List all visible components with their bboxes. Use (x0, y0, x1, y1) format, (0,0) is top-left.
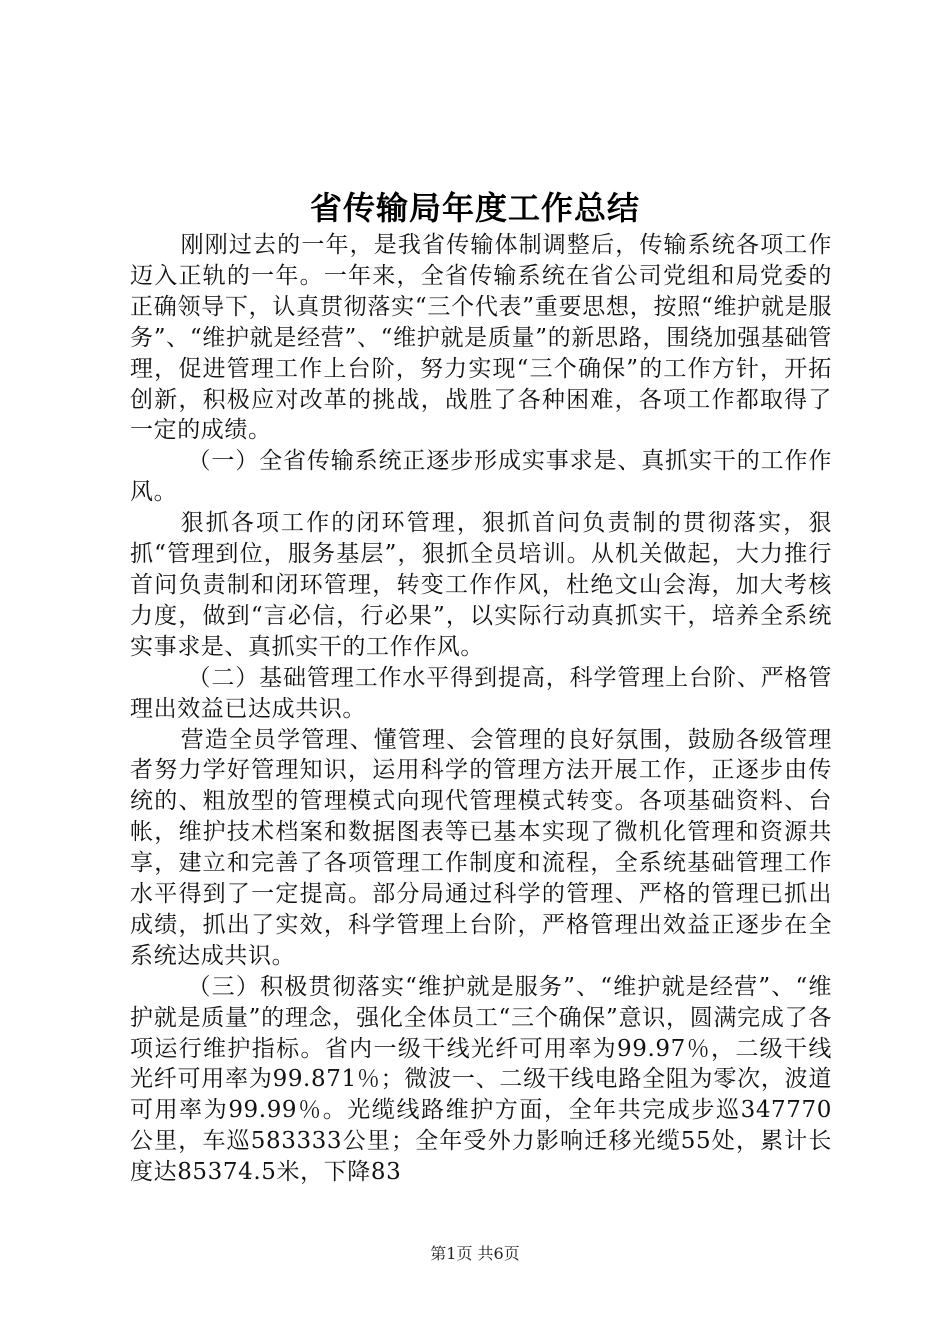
section-heading-2: （二）基础管理工作水平得到提高，科学管理上台阶、严格管理出效益已达成共识。 (130, 664, 832, 722)
section-heading-3: （三）积极贯彻落实“维护就是服务”、“维护就是经营”、“维护就是质量”的理念，强化全体员工“三个确保”意识，圆满完成了各项运行维护指标。省内一级干线光纤可用率为99.97％，二级干线光纤可用率为99.871％；微波一、二级干线电路全阻为零次，波道可用率为99.99％。光缆线路维护方面，全年共完成步巡347770公里，车巡583333公里；全年受外力影响迁移光缆55处，累计长度达85374.5米，下降83 (130, 973, 832, 1186)
paragraph-section-2: 营造全员学管理、懂管理、会管理的良好氛围，鼓励各级管理者努力学好管理知识，运用科学的管理方法开展工作，正逐步由传统的、粗放型的管理模式向现代管理模式转变。各项基础资料、台帐，维护技术档案和数据图表等已基本实现了微机化管理和资源共享，建立和完善了各项管理工作制度和流程，全系统基础管理工作水平得到了一定提高。部分局通过科学的管理、严格的管理已抓出成绩，抓出了实效，科学管理上台阶，严格管理出效益正逐步在全系统达成共识。 (130, 726, 832, 969)
page-number-footer: 第1页 共6页 (430, 1244, 520, 1263)
document-body (130, 230, 832, 1188)
paragraph-intro: 刚刚过去的一年，是我省传输体制调整后，传输系统各项工作迈入正轨的一年。一年来，全省传输系统在省公司党组和局党委的正确领导下，认真贯彻落实“三个代表”重要思想，按照“维护就是服务”、“维护就是经营”、“维护就是质量”的新思路，围绕加强基础管理，促进管理工作上台阶，努力实现“三个确保”的工作方针，开拓创新，积极应对改革的挑战，战胜了各种困难，各项工作都取得了一定的成绩。 (130, 232, 832, 444)
paragraph-section-1: 狠抓各项工作的闭环管理，狠抓首问负责制的贯彻落实，狠抓“管理到位，服务基层”，狠抓全员培训。从机关做起，大力推行首问负责制和闭环管理，转变工作作风，杜绝文山会海，加大考核力度，做到“言必信，行必果”，以实际行动真抓实干，培养全系统实事求是、真抓实干的工作作风。 (130, 510, 832, 660)
document-title: 省传输局年度工作总结 (309, 189, 640, 227)
section-heading-1: （一）全省传输系统正逐步形成实事求是、真抓实干的工作作风。 (130, 448, 832, 506)
